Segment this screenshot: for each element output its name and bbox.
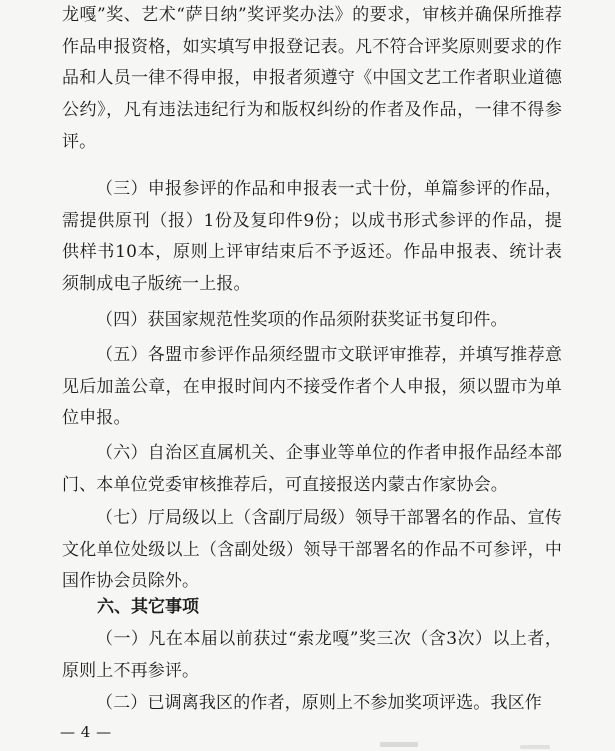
body-paragraph-item-3: （三）申报参评的作品和申报表一式十份，单篇参评的作品，需提供原刊（报）1份及复印件9份；以成书形式参评的作品，提供样书10本，原则上评审结束后不予返还。作品申报表、统计表须制成电子版统一上报。 [62,179,562,295]
body-paragraph-item-6: （六）自治区直属机关、企事业等单位的作者申报作品经本部门、本单位党委审核推荐后，可直接报送内蒙古作家协会。 [62,443,562,495]
body-paragraph-item-4: （四）获国家规范性奖项的作品须附获奖证书复印件。 [96,310,508,330]
section-heading: 六、其它事项 [97,597,199,617]
scan-speck [520,745,550,749]
body-paragraph-item-7: （七）厅局级以上（含副厅局级）领导干部署名的作品、宣传文化单位处级以上（含副处级）领导干部署名的作品不可参评，中国作协会员除外。 [62,508,562,592]
page-number: — 4 — [60,723,112,741]
section-paragraph-item-2: （二）已调离我区的作者，原则上不参加奖项评选。我区作 [96,693,542,713]
body-paragraph-item-5: （五）各盟市参评作品须经盟市文联评审推荐，并填写推荐意见后加盖公章，在申报时间内不接受作者个人申报，须以盟市为单位申报。 [62,345,562,429]
scan-speck [380,742,418,747]
body-paragraph-continued: 龙嘎”奖、艺术“萨日纳”奖评奖办法》的要求，审核并确保所推荐作品申报资格，如实填写申报登记表。凡不符合评奖原则要求的作品和人员一律不得申报，申报者须遵守《中国文艺工作者职业道德公约》，凡有违法违纪行为和版权纠纷的作者及作品，一律不得参评。 [62,5,562,152]
section-paragraph-item-1: （一）凡在本届以前获过“索龙嘎”奖三次（含3次）以上者，原则上不再参评。 [62,629,562,681]
